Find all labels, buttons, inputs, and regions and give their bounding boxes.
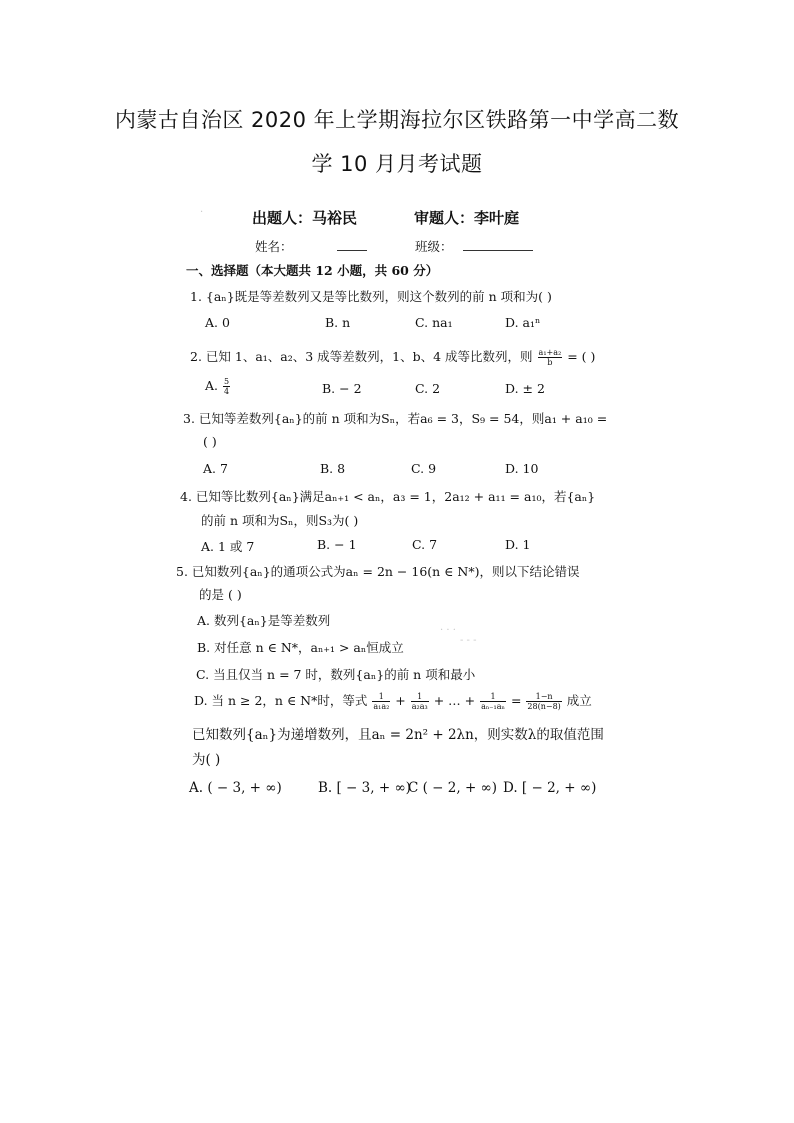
question-3-option-a: A. 7 (203, 461, 228, 476)
scanned-exam (0, 195, 794, 815)
fraction-denominator: b (547, 358, 553, 367)
question-6-option-a: A. ( − 3, + ∞) (189, 780, 282, 796)
question-4-text: 4. 已知等比数列{aₙ}满足aₙ₊₁ < aₙ，a₃ = 1，2a₁₂ + a₁₁ = a₁₀，若{aₙ} (180, 489, 596, 504)
question-6-text-2: 为( ) (192, 752, 221, 768)
question-1-option-a: A. 0 (205, 315, 230, 330)
question-5-text: 5. 已知数列{aₙ}的通项公式为aₙ = 2n − 16(n ∈ N*)，则以下结论错误 (176, 564, 580, 579)
question-5-text-2: 的是 ( ) (199, 587, 242, 602)
class-label: 班级： (415, 239, 453, 254)
question-2-option-d: D. ± 2 (505, 381, 545, 396)
fraction-denominator: a₂a₃ (411, 702, 428, 711)
option-d-plus: + (395, 693, 406, 708)
option-d-dots: + … + (433, 693, 476, 708)
fraction-denominator: 28(n−8) (527, 702, 561, 711)
question-4-option-d: D. 1 (505, 537, 531, 552)
reviewer-label: 审题人：李叶庭 (414, 209, 520, 227)
question-5-option-b: B. 对任意 n ∈ N*，aₙ₊₁ > aₙ恒成立 (197, 640, 404, 655)
question-6-option-d: D. [ − 2, + ∞) (503, 780, 597, 796)
question-6-text: 已知数列{aₙ}为递增数列，且aₙ = 2n² + 2λn，则实数λ的取值范围 (192, 727, 604, 743)
fraction-denominator: 4 (224, 387, 230, 396)
question-3-option-c: C. 9 (411, 461, 437, 476)
question-4-option-a: A. 1 或 7 (201, 539, 255, 554)
question-4-option-b: B. − 1 (317, 537, 357, 552)
fraction-numerator: 1 (411, 692, 429, 702)
question-1-option-d: D. a₁ⁿ (505, 315, 541, 330)
question-2-option-c: C. 2 (415, 381, 441, 396)
question-3-text: 3. 已知等差数列{aₙ}的前 n 项和为Sₙ，若a₆ = 3，S₉ = 54，则a₁ + a₁₀ = (183, 411, 608, 426)
scan-noise: · (200, 207, 204, 218)
fraction-numerator: 1 (372, 692, 390, 702)
fraction-numerator: 1 (480, 692, 506, 702)
fraction-denominator: a₁a₂ (373, 702, 390, 711)
question-6-option-b: B. [ − 3, + ∞) (318, 780, 411, 796)
option-d-fraction-1 (372, 692, 390, 711)
question-6-option-c: C ( − 2, + ∞) (408, 780, 498, 796)
option-d-head: D. 当 n ≥ 2，n ∈ N*时，等式 (194, 693, 368, 708)
question-5-option-d (194, 691, 592, 711)
question-1-text: 1. {aₙ}既是等差数列又是等比数列，则这个数列的前 n 项和为( ) (190, 289, 552, 304)
question-3-blank: ( ) (203, 434, 217, 449)
section-heading: 一、选择题（本大题共 12 小题，共 60 分） (186, 263, 439, 278)
question-2-fraction (538, 348, 563, 367)
question-2-line (190, 347, 595, 367)
option-a-label: A. (205, 378, 219, 393)
name-label: 姓名： (255, 239, 293, 254)
class-blank (463, 238, 533, 251)
option-d-fraction-2 (411, 692, 429, 711)
question-4-text-2: 的前 n 项和为Sₙ，则S₃为( ) (201, 513, 359, 528)
option-d-tail: 成立 (566, 693, 592, 708)
question-1-option-c: C. na₁ (415, 315, 453, 330)
question-2-text: 2. 已知 1、a₁、a₂、3 成等差数列，1、b、4 成等比数列，则 (190, 349, 533, 364)
fraction-numerator: 5 (224, 377, 230, 386)
title-line-2: 学 10 月月考试题 (311, 152, 483, 176)
question-4-option-c: C. 7 (412, 537, 438, 552)
question-1-option-b: B. n (325, 315, 351, 330)
option-d-equals: = (510, 693, 522, 708)
name-blank (337, 238, 367, 251)
question-3-option-b: B. 8 (320, 461, 346, 476)
fraction-numerator: a₁+a₂ (538, 348, 562, 357)
scan-noise: · · · (440, 625, 456, 636)
question-2-tail: = ( ) (567, 349, 596, 364)
fraction-denominator: aₙ₋₁aₙ (481, 702, 505, 711)
question-2-option-b: B. − 2 (322, 381, 362, 396)
setter-label: 出题人：马裕民 (252, 209, 358, 227)
option-d-fraction-3 (480, 692, 506, 711)
scan-noise: - - - (460, 635, 477, 646)
option-a-fraction (223, 377, 230, 396)
option-d-fraction-4 (526, 692, 561, 711)
question-5-option-c: C. 当且仅当 n = 7 时，数列{aₙ}的前 n 项和最小 (196, 667, 476, 682)
question-2-option-a (205, 377, 231, 396)
question-3-option-d: D. 10 (505, 461, 539, 476)
fraction-numerator: 1−n (526, 692, 561, 702)
title-line-1: 内蒙古自治区 2020 年上学期海拉尔区铁路第一中学高二数 (114, 108, 680, 132)
question-5-option-a: A. 数列{aₙ}是等差数列 (197, 613, 331, 628)
